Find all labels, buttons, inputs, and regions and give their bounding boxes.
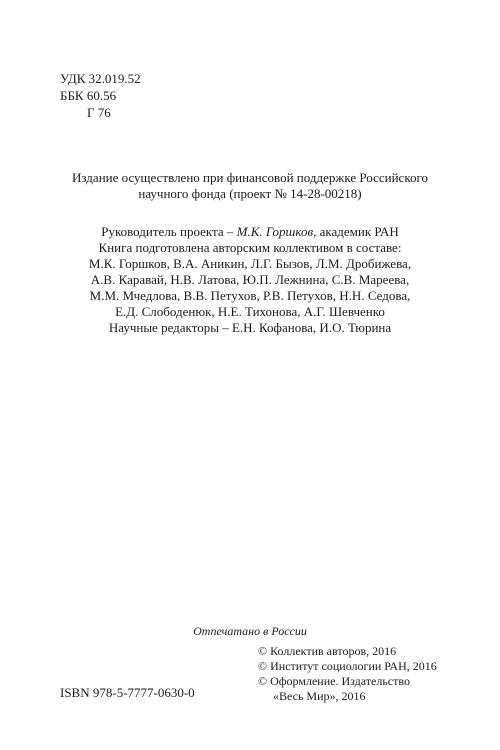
editors-line: Научные редакторы – Е.Н. Кофанова, И.О. Тюрина — [108, 320, 392, 335]
project-head-name: М.К. Горшков — [236, 224, 314, 239]
authors-line: Е.Д. Слободенюк, Н.Е. Тихонова, А.Г. Шевченко — [115, 304, 385, 319]
funding-line-1: Издание осуществлено при финансовой поддержке Российского — [72, 170, 428, 185]
copyright-institute: © Институт социологии РАН, 2016 — [258, 659, 437, 673]
project-head-suffix: , академик РАН — [313, 224, 399, 239]
author-mark: Г 76 — [87, 105, 111, 120]
isbn: ISBN 978-5-7777-0630-0 — [60, 685, 195, 700]
printed-in: Отпечатано в России — [193, 624, 307, 638]
bbk-code: ББК 60.56 — [60, 88, 117, 103]
project-head — [60, 224, 440, 240]
authors-intro: Книга подготовлена авторским коллективом в составе: — [98, 240, 402, 255]
project-head-prefix: Руководитель проекта – — [101, 224, 237, 239]
funding-note — [60, 170, 440, 202]
authors-block — [60, 240, 440, 336]
copyright-design: © Оформление. Издательство — [258, 674, 410, 688]
authors-line: А.В. Каравай, Н.В. Латова, Ю.П. Лежнина, С.В. Мареева, — [90, 272, 410, 287]
classification-codes — [60, 70, 141, 121]
authors-line: М.М. Мчедлова, В.В. Петухов, Р.В. Петухов, Н.Н. Седова, — [89, 288, 411, 303]
udk-code: УДК 32.019.52 — [60, 71, 141, 86]
copyright-authors: © Коллектив авторов, 2016 — [258, 644, 397, 658]
funding-line-2: научного фонда (проект № 14-28-00218) — [138, 186, 362, 201]
copyright-block — [258, 644, 437, 704]
copyright-publisher: «Весь Мир», 2016 — [273, 689, 366, 703]
authors-line: М.К. Горшков, В.А. Аникин, Л.Г. Бызов, Л.М. Дробижева, — [88, 256, 412, 271]
